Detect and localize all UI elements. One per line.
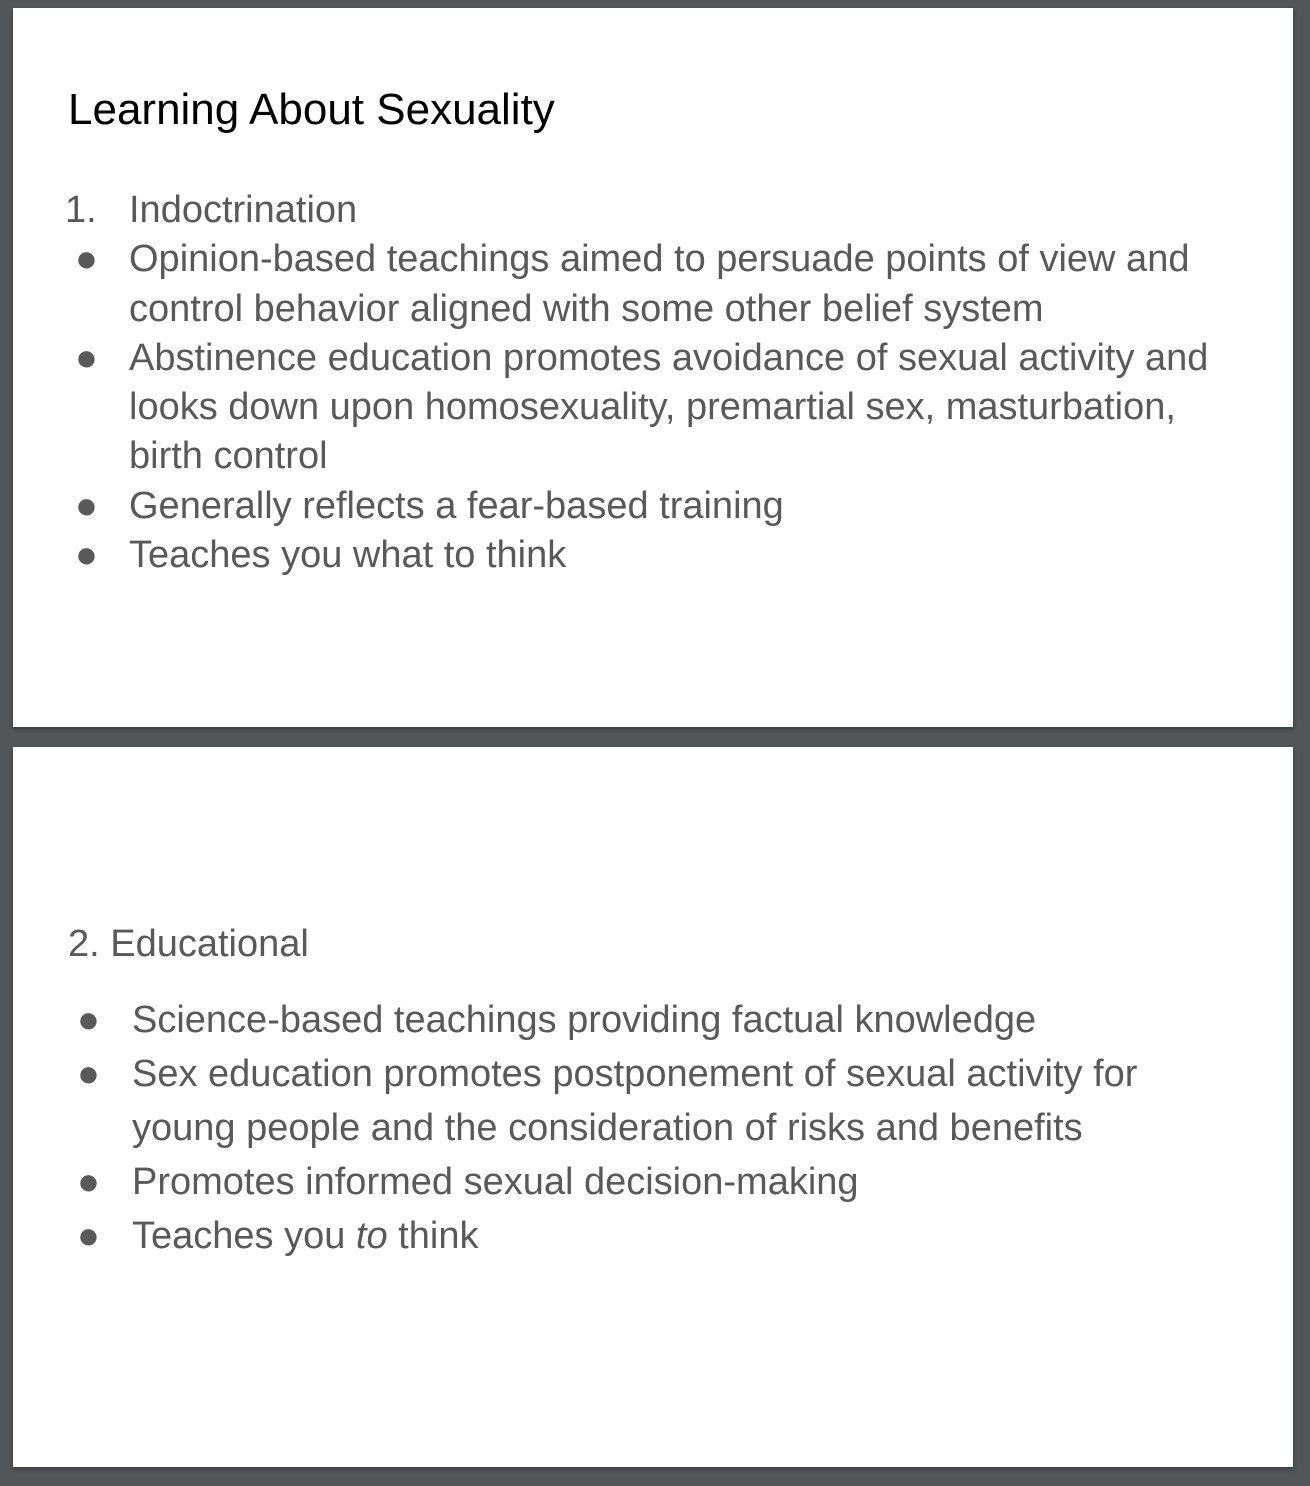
list-item-text: Generally reflects a fear-based training bbox=[129, 484, 784, 527]
list-item bbox=[75, 1209, 1242, 1263]
bullet-icon: ● bbox=[75, 238, 98, 281]
list-item bbox=[65, 531, 1239, 580]
bullet-icon: ● bbox=[75, 336, 98, 379]
section-heading: 2. Educational bbox=[68, 923, 309, 965]
list-item bbox=[75, 1155, 1242, 1209]
list-item bbox=[75, 1047, 1242, 1155]
numbered-item-text: Indoctrination bbox=[129, 189, 358, 231]
list-item-text bbox=[132, 1215, 478, 1257]
bullet-icon: ● bbox=[75, 534, 98, 577]
list-item-text: Sex education promotes postponement of sexual activity for young people and the consideration of risks and benefits bbox=[132, 1053, 1138, 1149]
list-item-text: Promotes informed sexual decision-making bbox=[132, 1161, 859, 1203]
italic-word: to bbox=[355, 1215, 388, 1257]
list-item bbox=[65, 235, 1239, 334]
list-item-text: Abstinence education promotes avoidance of sexual activity and looks down upon homosexuality, premartial sex, masturbation, birth control bbox=[129, 336, 1209, 478]
list-item bbox=[65, 334, 1239, 482]
bullet-icon: ● bbox=[77, 999, 100, 1041]
bullet-icon: ● bbox=[77, 1215, 100, 1257]
slide-1-body bbox=[65, 186, 1239, 580]
list-item-text: Science-based teachings providing factual knowledge bbox=[132, 999, 1037, 1041]
list-item bbox=[75, 993, 1242, 1047]
slide-2 bbox=[13, 747, 1293, 1467]
text-segment: Teaches you bbox=[132, 1215, 356, 1257]
slide-title: Learning About Sexuality bbox=[68, 85, 555, 134]
bullet-icon: ● bbox=[77, 1053, 100, 1095]
bullet-icon: ● bbox=[77, 1161, 100, 1203]
list-item bbox=[65, 482, 1239, 531]
text-segment: think bbox=[387, 1215, 479, 1257]
list-number: 1. bbox=[65, 189, 97, 231]
numbered-item bbox=[65, 186, 1239, 235]
list-item-text: Opinion-based teachings aimed to persuade points of view and control behavior aligned with some other belief system bbox=[129, 238, 1190, 330]
slide-2-body bbox=[75, 993, 1242, 1263]
list-item-text: Teaches you what to think bbox=[129, 534, 567, 577]
slide-1 bbox=[13, 8, 1293, 727]
bullet-icon: ● bbox=[75, 484, 98, 527]
